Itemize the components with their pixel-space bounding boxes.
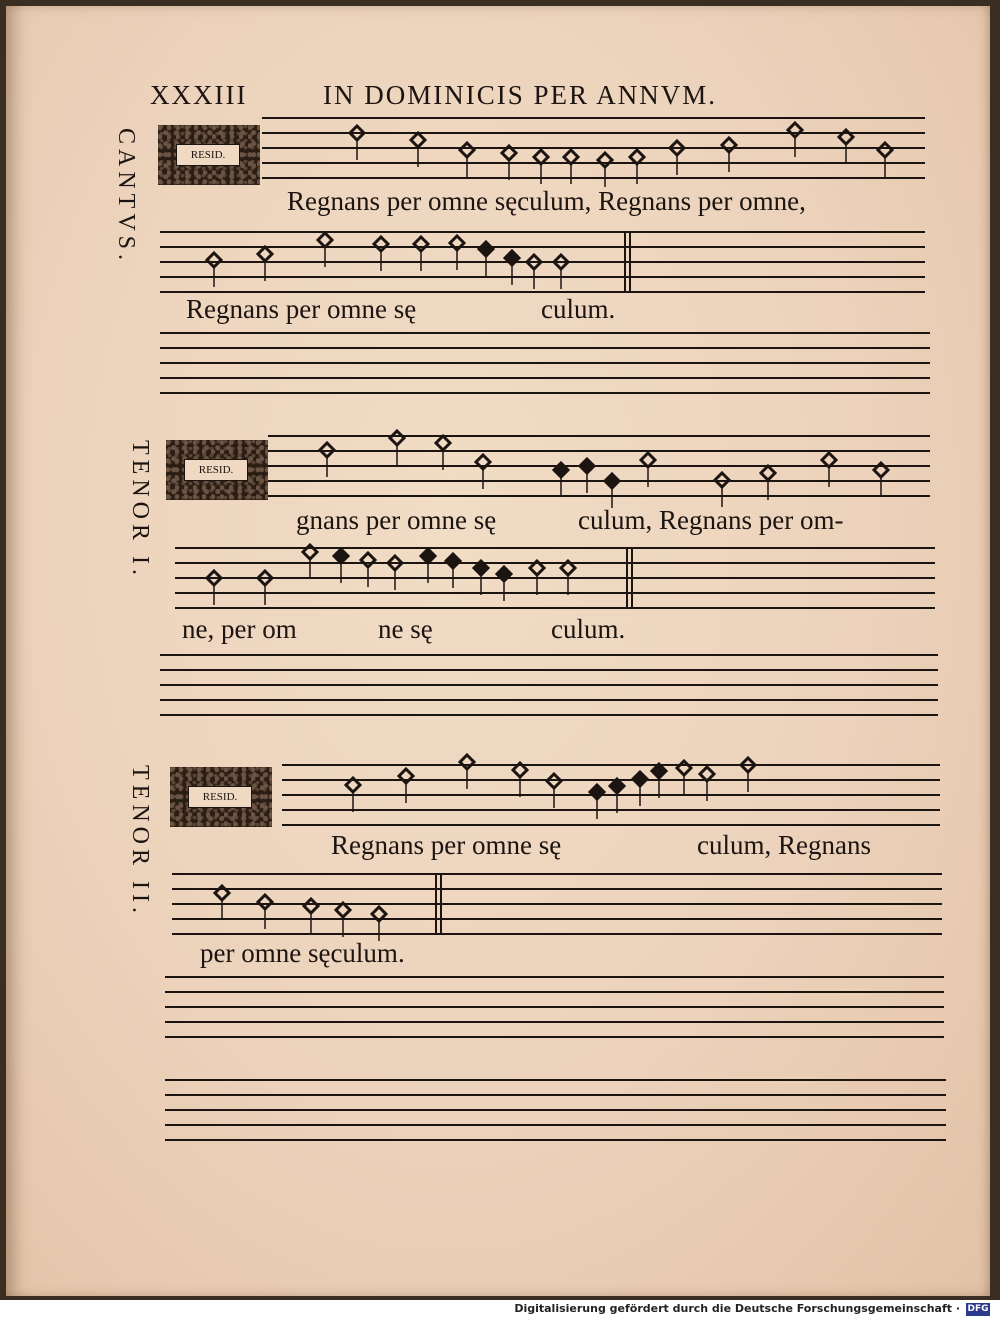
lyric-line: gnans per omne sę [296, 505, 497, 535]
note-head [258, 247, 272, 261]
lyric-line: culum, Regnans per om- [578, 505, 844, 535]
note-head [580, 459, 594, 473]
note-head [630, 150, 644, 164]
note-head [652, 764, 666, 778]
note-head [414, 237, 428, 251]
lyric-line: Regnans per omne sęculum, Regnans per omne, [287, 186, 806, 216]
note-head [564, 150, 578, 164]
voice-label-cantus: CANTVS. [113, 128, 139, 266]
lyric-line: culum, Regnans [697, 830, 871, 860]
note-head [641, 453, 655, 467]
lyric-line: culum. [541, 294, 616, 324]
note-head [700, 767, 714, 781]
note-head [436, 436, 450, 450]
note-head [421, 549, 435, 563]
badge-label: RESID. [184, 459, 248, 481]
lyric-line: Regnans per omne sę [186, 294, 417, 324]
note-head [258, 895, 272, 909]
note-head [598, 153, 612, 167]
folio-number: XXXIII [150, 80, 248, 110]
badge-label: RESID. [176, 144, 240, 166]
note-head [304, 899, 318, 913]
lyric-line: culum. [551, 614, 626, 644]
note-head [534, 150, 548, 164]
voice-label-tenor-1: TENOR I. [127, 440, 153, 580]
ornament-initial [170, 767, 272, 827]
note-head [411, 133, 425, 147]
note-head [822, 453, 836, 467]
note-head [610, 779, 624, 793]
lyric-line: Regnans per omne sę [331, 830, 562, 860]
ornament-initial [158, 125, 260, 185]
note-head [374, 237, 388, 251]
note-head [878, 143, 892, 157]
page-title: IN DOMINICIS PER ANNVM. [323, 80, 718, 110]
note-head [590, 785, 604, 799]
note-head [207, 253, 221, 267]
note-head [361, 553, 375, 567]
note-head [605, 474, 619, 488]
note-head [336, 903, 350, 917]
note-head [460, 755, 474, 769]
dfg-logo: DFG [967, 1304, 989, 1314]
note-head [788, 123, 802, 137]
note-head [633, 772, 647, 786]
note-head [761, 466, 775, 480]
note-head [334, 549, 348, 563]
badge-label: RESID. [188, 786, 252, 808]
note-head [479, 242, 493, 256]
note-head [446, 554, 460, 568]
note-head [318, 233, 332, 247]
note-head [677, 761, 691, 775]
lyric-line: ne sę [378, 614, 433, 644]
voice-label-tenor-2: TENOR II. [127, 765, 153, 918]
lyric-line: per omne sęculum. [200, 938, 405, 968]
note-head [390, 431, 404, 445]
ornament-initial [166, 440, 268, 500]
digitization-footer [0, 1300, 1000, 1319]
note-head [722, 138, 736, 152]
footer-credit: Digitalisierung gefördert durch die Deutsche Forschungsgemeinschaft · [514, 1302, 960, 1315]
note-head [460, 143, 474, 157]
lyric-line: ne, per om [182, 614, 297, 644]
